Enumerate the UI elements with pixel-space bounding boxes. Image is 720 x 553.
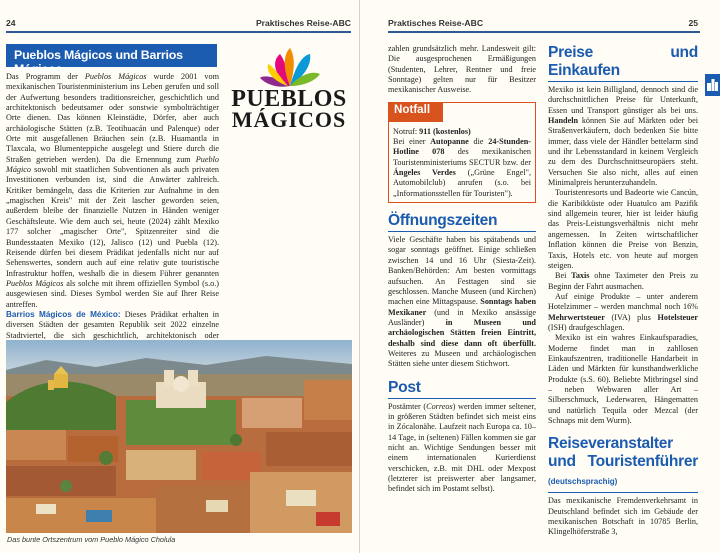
notfall-text-2c: die bbox=[468, 137, 489, 147]
preise-text-4a: Auf einige Produkte – unter anderem Hotelzimmer – werden manchmal noch 16% bbox=[548, 291, 698, 312]
pueblos-magicos-logo-icon bbox=[220, 46, 358, 130]
right-running-title: Praktisches Reise-ABC bbox=[388, 18, 484, 28]
notfall-text-2d: 24-Stunden-Hotline 078 bbox=[393, 137, 531, 157]
right-running-head bbox=[360, 0, 720, 34]
left-running-head bbox=[0, 0, 359, 34]
intro-text-b: wurde 2001 vom mexikanischen Touristenministerium ins Leben gerufen und soll der Aufwertung besonders traditionsreicher, geschichtlich und architektonisch bedeutsamer oder sonstwie symbolträchtiger Orte dienen. Das können Kleinstädte, Dörfer, aber auch archäologische Stätten (z.B. Teotihuacán und Palenque) oder Orte mit ausgefallenen Bräuchen sein (z.B. Huamantla in Tlaxcala, wo Blumenteppiche ausgelegt und Stiere durch die Straßen getrieben werden). Da die Ernennung zum bbox=[6, 72, 219, 164]
preise-text-4b: Mehrwertsteuer bbox=[548, 312, 605, 322]
preise-section bbox=[548, 44, 698, 426]
notfall-text-2f: Ángeles Verdes bbox=[393, 168, 456, 178]
intro-em-a: Pueblos Mágicos bbox=[84, 72, 147, 81]
photo-caption: Das bunte Ortszentrum vom Pueblo Mágico Cholula bbox=[7, 535, 176, 544]
oeffnung-text-b: Sonntags haben Mexikaner bbox=[388, 297, 536, 317]
city-buildings-icon bbox=[707, 79, 718, 91]
post-section bbox=[388, 379, 536, 495]
cholula-photo bbox=[6, 340, 352, 533]
preise-text-3a: Bei bbox=[555, 271, 572, 281]
barrios-magicos-lead: Barrios Mágicos de México: bbox=[6, 309, 121, 319]
logo-word-pueblos: PUEBLOS bbox=[231, 86, 347, 112]
oeffnung-text-e: Weiteres zu Museen und archäologischen Stätten siehe unter diesem Stichwort. bbox=[388, 348, 536, 369]
right-page bbox=[360, 0, 720, 553]
intro-text-a: Das Programm der bbox=[6, 72, 85, 81]
preise-text-5: Mexiko ist ein wahres Einkaufsparadies, Moderne findet man in zahllosen Einkaufszentren, traditionelle Handarbeit in Läden und Märkten für kunsthandwerkliche Produkte (s.S. 60). Beliebte Mitbringsel sind – neben Webwaren aller Art – Silberschmuck, Lederwaren, Hängematten und natürlich Tequila oder Mezcal (der Schnaps mit dem Wurm). bbox=[548, 333, 698, 425]
notfall-text-2e: des mexikanischen Touristenministeriums SECTUR bzw. der bbox=[393, 147, 531, 167]
post-text-a: Postämter ( bbox=[388, 401, 427, 411]
notfall-text-2b: Autopanne bbox=[430, 137, 469, 147]
oeffnung-text-a: Viele Geschäfte haben bis spätabends und sogar sonntags geöffnet. Einige schließen zwischen 14 und 16 Uhr (Siesta-Zeit). Banken/Behörden: Am besten vormittags aufsuchen. An Festtagen sind sie geschlossen. Manche Museen (und Kirchen) machen eine Mittagspause. bbox=[388, 235, 536, 307]
intro-em-b: Pueblo Mágico bbox=[6, 154, 219, 175]
preise-text-3b: Taxis bbox=[571, 271, 590, 281]
preise-text-1a: Mexiko ist kein Billigland, dennoch sind die durchschnittlichen Preise für Unterkunft, Essen und Transport günstiger als bei uns. bbox=[548, 85, 698, 115]
preise-text-1c: können Sie auf Märkten oder bei Straßenverkäufern, doch bedenken Sie bitte immer, dass viele der Händler bettelarm sind und ihr Lebensstandard in keinem Vergleich zu dem des Durchschnittseuropäers steht. Versuchen Sie also nicht, alles auf einen Minimalpreis herunterzuhandeln. bbox=[548, 116, 698, 188]
reiseveranstalter-heading bbox=[548, 435, 698, 493]
post-text-b: ) werden immer seltener, in größeren Städten befindet sich meist eins in Zócalonähe. Laufzeit nach Europa ca. 10–14 Tage, in (seltenen) Fällen kommen sie gar nicht an. Wichtige Sendungen besser mit einem internationalen Kurierdienst verschicken, z.B. mit DHL oder Mexpost (letzterer ist preiswerter aber langsamer, befindet sich im Postamt selbst). bbox=[388, 401, 536, 494]
left-page-number: 24 bbox=[6, 18, 16, 28]
notfall-box bbox=[388, 102, 536, 203]
left-header-rule bbox=[6, 31, 351, 33]
oeffnungszeiten-heading: Öffnungszeiten bbox=[388, 212, 536, 232]
pueblos-magicos-logo bbox=[220, 46, 358, 130]
right-column-b bbox=[548, 44, 698, 538]
preise-heading: Preise und Einkaufen bbox=[548, 44, 698, 82]
right-page-number: 25 bbox=[688, 18, 698, 28]
notfall-text-2g: („Grüne Engel", Automobilclub) anrufen (s.o. bei „Informationsstellen für Touristen"). bbox=[393, 168, 531, 198]
ermaessigungen-text: zahlen grundsätzlich mehr. Landesweit gilt: Die ausgesprochenen Ermäßigungen (Studenten, Lehrer, Rentner und freie Sonntage) gelten nur für Besitzer mexikanischer Ausweise. bbox=[388, 44, 536, 95]
post-text-em: Correos bbox=[426, 401, 453, 411]
intro-em-c: Pueblos Mágicos bbox=[6, 278, 64, 288]
preise-text-4e: (ISH) draufgeschlagen. bbox=[548, 322, 625, 332]
notfall-label: Notfall bbox=[388, 102, 443, 122]
chapter-tab[interactable] bbox=[705, 74, 720, 96]
preise-text-3c: ohne Taximeter den Preis zu Beginn der Fahrt ausmachen. bbox=[548, 271, 698, 291]
right-header-rule bbox=[388, 31, 700, 33]
preise-text-2: Touristenresorts und Badeorte wie Cancún, die Karibikküste oder Huatulco am Pazifik sind allgemein teurer, hier ist leider häufig das Preis-Leistungsverhältnis nicht mehr angemessen. In Zeiten wirtschaftlicher Inflation können die Preise von Benzin, Taxis, Hotels etc. von heute auf morgen steigen. bbox=[548, 188, 698, 270]
notfall-text-1a: Notruf: bbox=[393, 126, 420, 136]
preise-text-4d: Hotelsteuer bbox=[657, 312, 698, 322]
intro-text-d: als solche mit ihrem offiziellen Symbol (s.o.) ausgewiesen sind. Dieses Symbol werden Sie auf Ihrer Reise antreffen. bbox=[6, 278, 220, 309]
post-heading: Post bbox=[388, 379, 536, 399]
logo-word-magicos: MÁGICOS bbox=[231, 107, 347, 130]
left-running-title: Praktisches Reise-ABC bbox=[255, 18, 351, 28]
preise-text-4c: (IVA) plus bbox=[604, 312, 658, 322]
oeffnungszeiten-section bbox=[388, 212, 536, 369]
reiseveranstalter-section bbox=[548, 435, 698, 537]
notfall-text-1b: 911 (kostenlos) bbox=[419, 126, 471, 136]
right-column-a bbox=[388, 44, 536, 495]
reiseveranstalter-heading-text: Reiseveranstalter und Touristenführer bbox=[548, 435, 698, 471]
oeffnung-text-c: (und in Mexiko ansässige Ausländer) bbox=[388, 307, 536, 327]
intro-text-c: sowohl mit staatlichen Subventionen als auch privaten Investitionen verbunden ist, sind die Anwärter zahlreich. Kritiker bemängeln, dass die Kriterien zur Aufnahme in den „magischen Kreis" mit der Zeit lascher geworden seien, außerdem bleibe der finanzielle Nutzen in Händen weniger Geschäftsleute. Wie dem auch sei, heute (2024) zählt Mexiko 177 solcher „magischer Orte", Spitzenreiter sind die Bundesstaaten Mexiko (12), Jalisco (12) und Puebla (12). Reisende dürfen bei diesem Prädikat jedenfalls nicht nur auf Sehenswertes, sondern auch auf eine relativ gute touristische Infrastruktur hoffen, weshalb die in diesem Führer genannten bbox=[6, 165, 219, 278]
barrios-text-a: Dieses Prädikat erhalten in diversen Städten der gesamten Republik seit 2022 einzelne Stadtviertel, die sich geschichtlich, architektonisch oder bbox=[6, 309, 219, 340]
cholula-aerial-image bbox=[6, 340, 352, 533]
preise-text-1b: Handeln bbox=[548, 116, 579, 126]
oeffnung-text-d: in Museen und archäologischen Stätten freien Eintritt, deshalb sind diese dann oft überfüllt. bbox=[388, 317, 536, 348]
reiseveranstalter-text: Das mexikanische Fremdenverkehrsamt in Deutschland befindet sich im Gebäude der mexikanischen Botschaft in 10785 Berlin, Klingelhöferstraße 3, bbox=[548, 496, 698, 537]
reiseveranstalter-heading-small: (deutschsprachig) bbox=[548, 477, 618, 487]
pueblos-magicos-heading: Pueblos Mágicos und Barrios Mágicos bbox=[6, 44, 217, 67]
notfall-text-2a: Bei einer bbox=[393, 137, 431, 147]
